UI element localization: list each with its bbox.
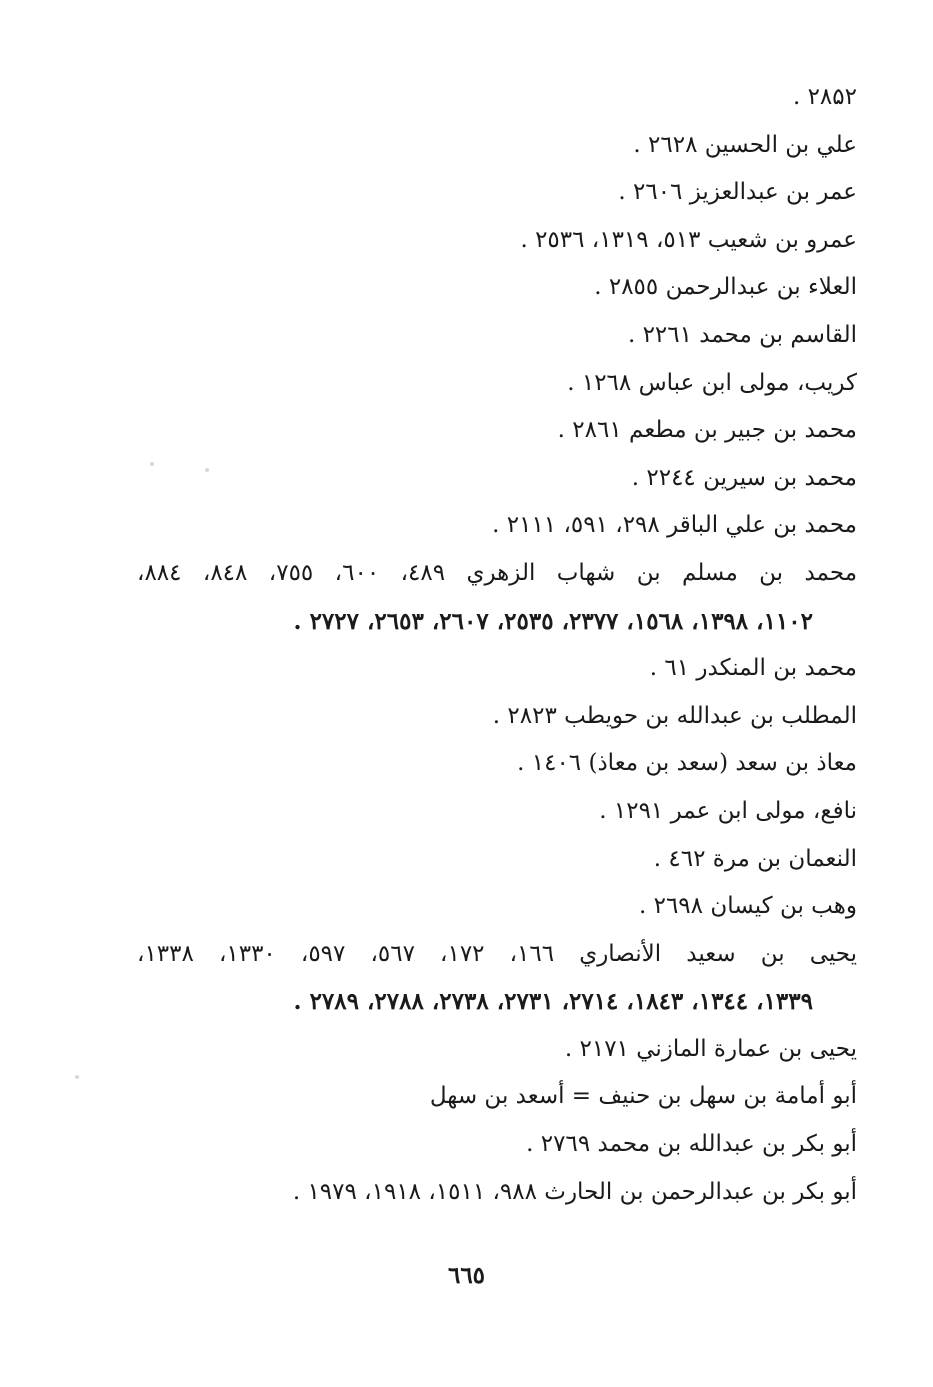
index-entry: محمد بن مسلم بن شهاب الزهري ٤٨٩، ٦٠٠، ٧٥٥، ٨٤٨، ٨٨٤، bbox=[137, 559, 858, 586]
scan-speck bbox=[150, 462, 154, 466]
index-entry: وهب بن كيسان ٢٦٩٨ . bbox=[638, 893, 857, 920]
index-entry: محمد بن جبير بن مطعم ۲۸٦١ . bbox=[557, 417, 857, 444]
index-entry: محمد بن المنكدر ٦١ . bbox=[649, 655, 857, 682]
index-entry: كريب، مولى ابن عباس ١٢٦٨ . bbox=[567, 369, 857, 396]
index-entry: علي بن الحسين ۲٦۲۸ . bbox=[633, 131, 857, 158]
index-entry: القاسم بن محمد ۲۲٦١ . bbox=[627, 321, 857, 348]
page-number: ٦٦٥ bbox=[447, 1262, 486, 1289]
index-entry: نافع، مولى ابن عمر ١٢٩١ . bbox=[599, 797, 857, 824]
index-entry: المطلب بن عبدالله بن حويطب ۲۸۲۳ . bbox=[492, 702, 857, 729]
index-entry: العلاء بن عبدالرحمن ۲۸٥٥ . bbox=[594, 274, 857, 301]
index-entry: عمرو بن شعيب ٥١٣، ١٣١٩، ٢٥٣٦ . bbox=[520, 226, 857, 253]
index-entry-continuation: ١١٠٢، ١٣٩٨، ١٥٦٨، ٢٣٧٧، ٢٥٣٥، ٢٦٠٧، ٢٦٥٣، ٢٧٢٧ . bbox=[293, 607, 813, 635]
index-entry: ۲۸۵۲ . bbox=[792, 84, 857, 110]
scan-speck bbox=[205, 468, 209, 472]
index-entry: يحيى بن سعيد الأنصاري ١٦٦، ١٧٢، ٥٦٧، ٥٩٧، ١٣٣٠، ١٣٣٨، bbox=[137, 940, 858, 967]
scan-speck bbox=[75, 1075, 79, 1079]
index-entry: محمد بن سيرين ٢٢٤٤ . bbox=[631, 464, 857, 491]
index-entry: يحيى بن عمارة المازني ٢١٧١ . bbox=[564, 1035, 857, 1062]
index-entry: أبو بكر بن عبدالله بن محمد ۲۷٦۹ . bbox=[526, 1131, 857, 1158]
index-entry: النعمان بن مرة ٤٦٢ . bbox=[653, 845, 857, 872]
index-entry-continuation: ١٣٣٩، ١٣٤٤، ١٨٤٣، ٢٧١٤، ٢٧٣١، ٢٧٣٨، ٢٧٨٨، ٢٧٨٩ . bbox=[293, 988, 813, 1016]
index-entry: معاذ بن سعد (سعد بن معاذ) ١٤٠٦ . bbox=[517, 750, 857, 777]
index-entry: محمد بن علي الباقر ۲۹۸، ٥۹١، ٢١١١ . bbox=[492, 512, 857, 539]
index-entry: عمر بن عبدالعزيز ۲٦۰٦ . bbox=[618, 179, 857, 206]
index-entry: أبو بكر بن عبدالرحمن بن الحارث ٩٨٨، ١٥١١، ١٩١٨، ١٩٧٩ . bbox=[292, 1178, 857, 1205]
index-entry: أبو أمامة بن سهل بن حنيف = أسعد بن سهل bbox=[429, 1083, 857, 1110]
index-entries bbox=[137, 74, 857, 1216]
